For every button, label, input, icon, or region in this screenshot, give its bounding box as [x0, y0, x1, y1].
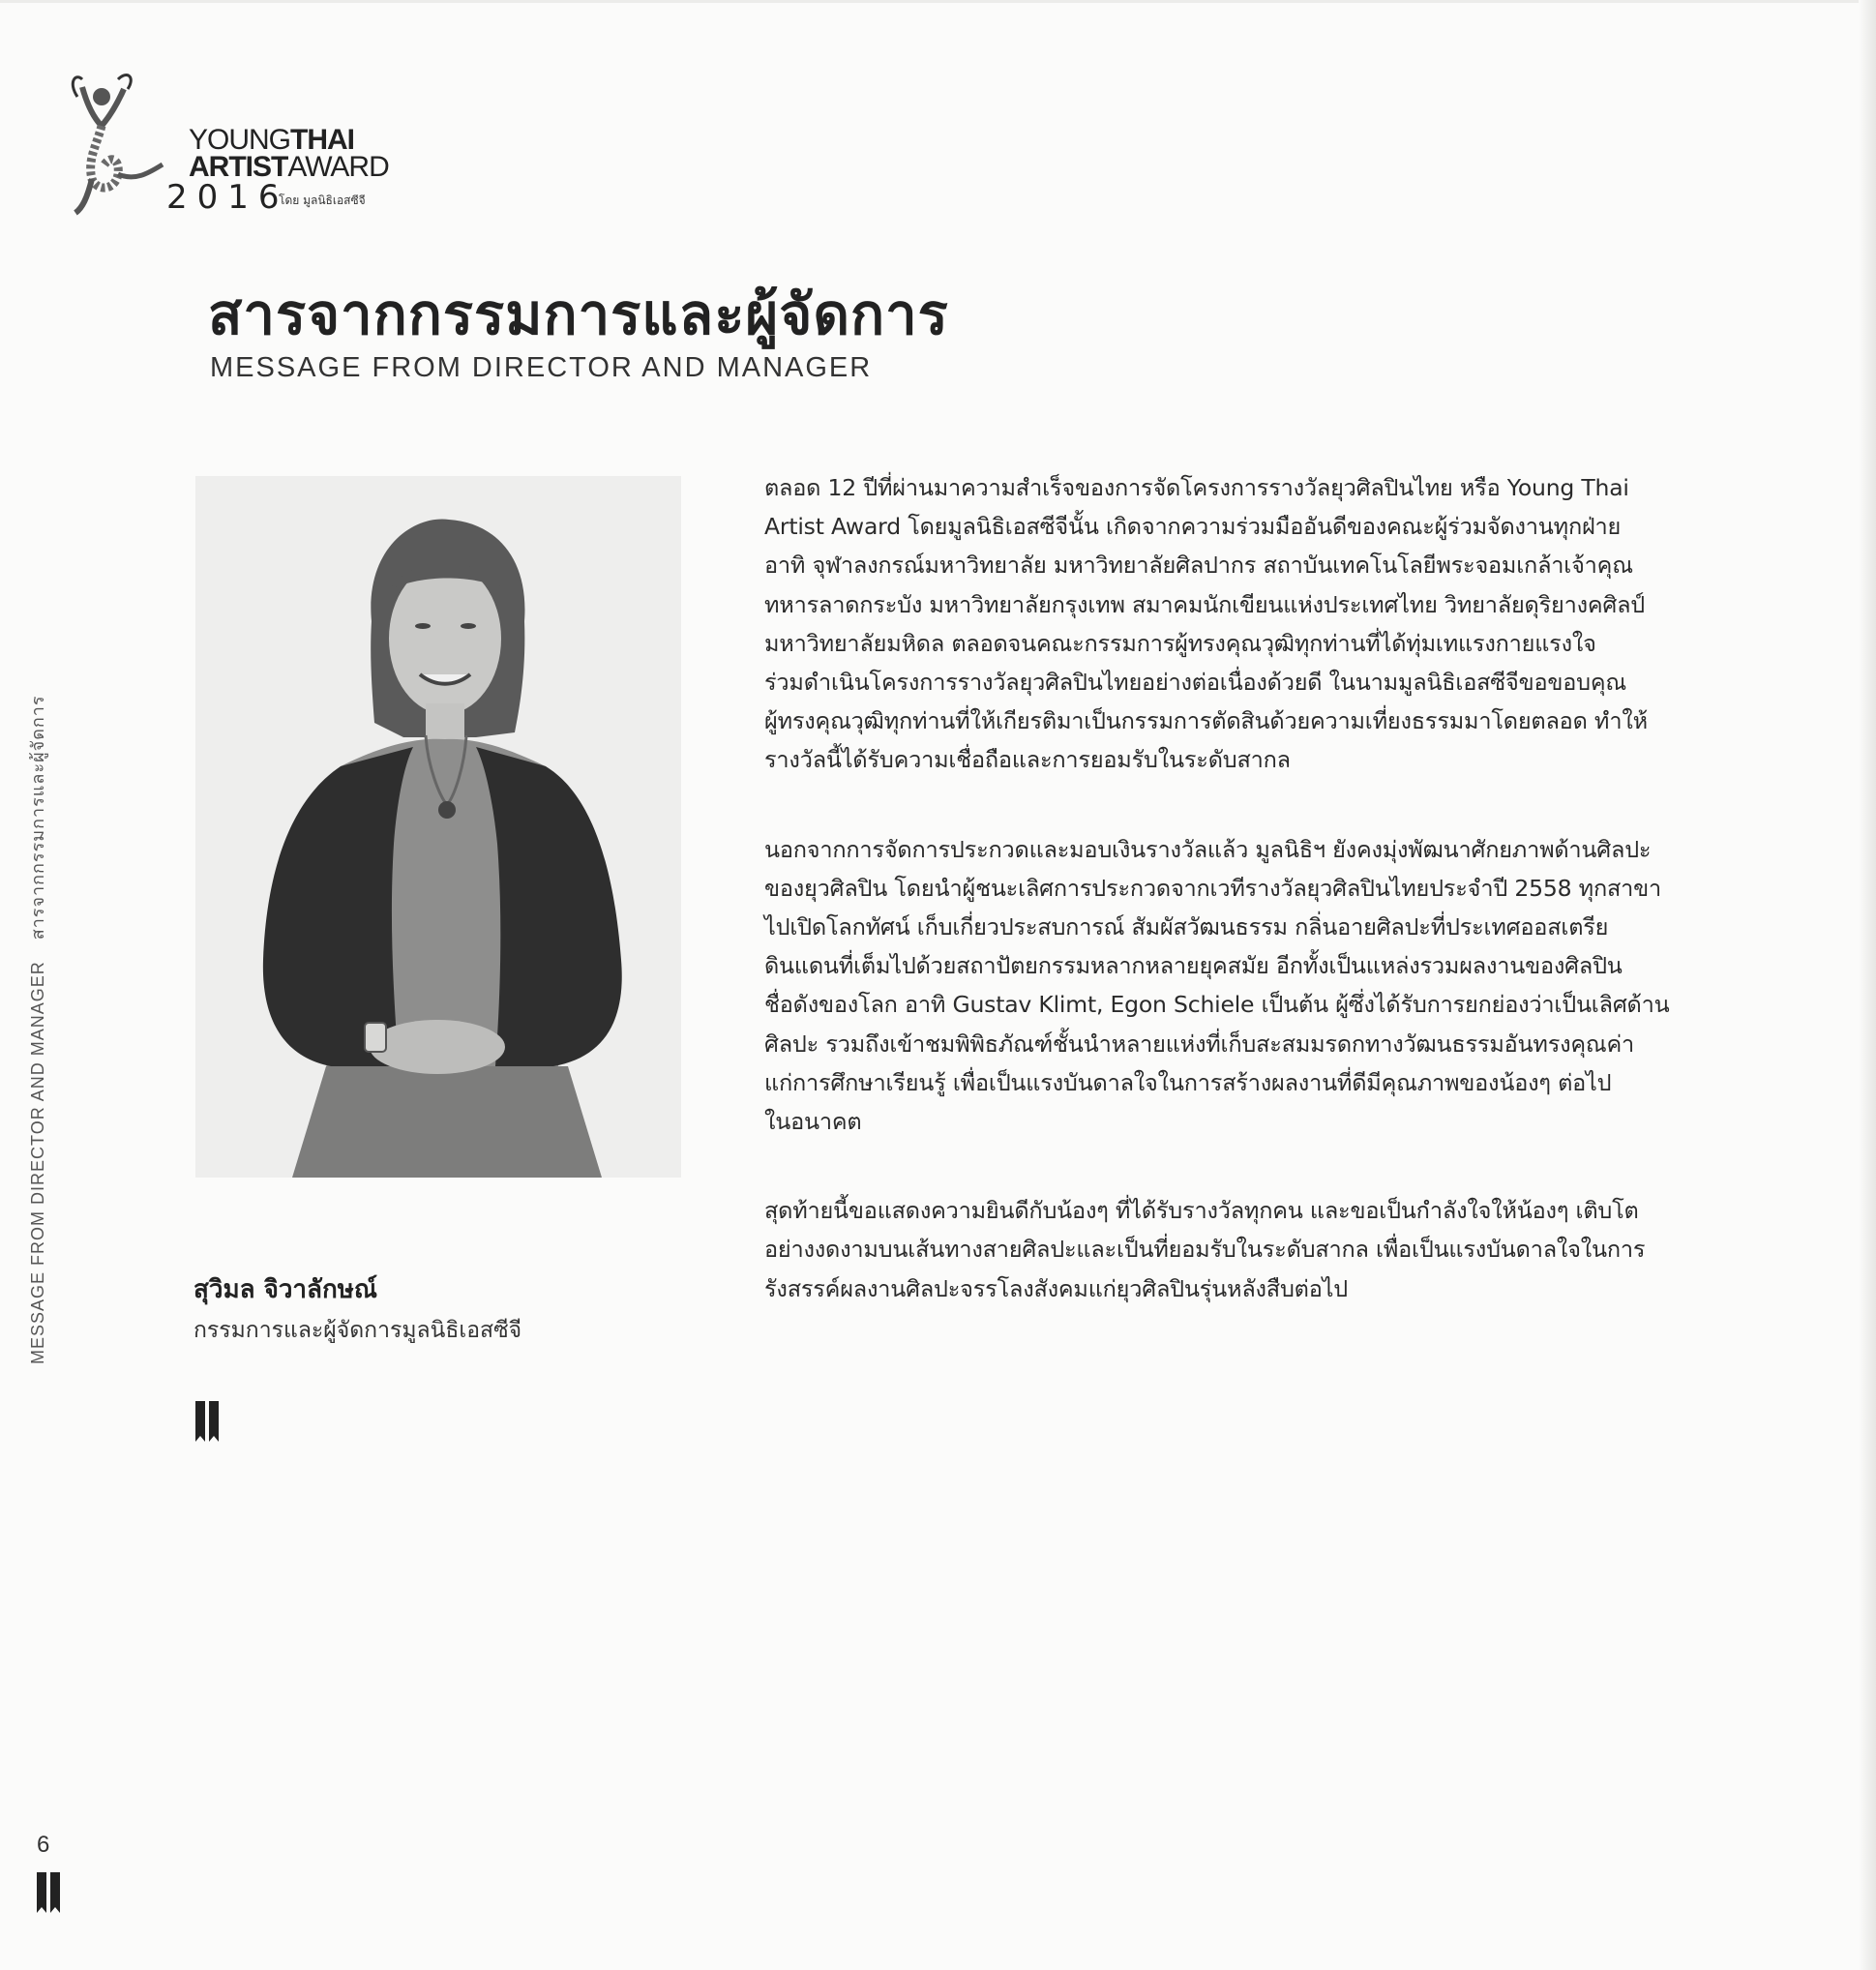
text-line: อาทิ จุฬาลงกรณ์มหาวิทยาลัย มหาวิทยาลัยศิลปากร สถาบันเทคโนโลยีพระจอมเกล้าเจ้าคุณ [764, 552, 1633, 580]
text-line: ดินแดนที่เต็มไปด้วยสถาปัตยกรรมหลากหลายยุคสมัย อีกทั้งเป็นแหล่งรวมผลงานของศิลปิน [764, 952, 1623, 980]
text-line: แก่การศึกษาเรียนรู้ เพื่อเป็นแรงบันดาลใจในการสร้างผลงานที่ดีมีคุณภาพของน้องๆ ต่อไป [764, 1068, 1612, 1096]
page-title-english: MESSAGE FROM DIRECTOR AND MANAGER [210, 352, 873, 383]
text-line: ทหารลาดกระบัง มหาวิทยาลัยกรุงเทพ สมาคมนักเขียนแห่งประเทศไทย วิทยาลัยดุริยางคศิลป์ [764, 590, 1646, 618]
running-header-english: MESSAGE FROM DIRECTOR AND MANAGER [28, 961, 47, 1364]
young-thai-artist-award-logo [58, 68, 389, 223]
text-line: ผู้ทรงคุณวุฒิทุกท่านที่ให้เกียรติมาเป็นกรรมการตัดสินด้วยความเที่ยงธรรมมาโดยตลอด ทำให้ [764, 707, 1648, 735]
page-number: 6 [37, 1832, 50, 1858]
text-line: รางวัลนี้ได้รับความเชื่อถือและการยอมรับในระดับสากล [764, 746, 1291, 774]
bookmark-icon [194, 1399, 223, 1444]
paragraph-1 [764, 468, 1732, 780]
paragraph-3 [764, 1191, 1732, 1308]
page-top-edge [0, 0, 1876, 3]
page-binding-edge [1859, 0, 1876, 1970]
logo-year: 2016 [166, 178, 289, 217]
text-line: นอกจากการจัดการประกวดและมอบเงินรางวัลแล้ว มูลนิธิฯ ยังคงมุ่งพัฒนาศักยภาพด้านศิลปะ [764, 835, 1652, 863]
person-role: กรรมการและผู้จัดการมูลนิธิเอสซีจี [194, 1318, 522, 1343]
logo-line-young-thai: YOUNGTHAI [189, 124, 355, 156]
text-line: ในอนาคต [764, 1108, 862, 1136]
running-header [23, 673, 51, 1364]
text-line: สุดท้ายนี้ขอแสดงความยินดีกับน้องๆ ที่ได้รับรางวัลทุกคน และขอเป็นกำลังใจให้น้องๆ เติบโต [764, 1197, 1639, 1225]
text-line: ร่วมดำเนินโครงการรางวัลยุวศิลปินไทยอย่างต่อเนื่องด้วยดี ในนามมูลนิธิเอสซีจีขอขอบคุณ [764, 669, 1627, 697]
running-header-thai: สารจากกรรมการและผู้จัดการ [28, 695, 47, 940]
logo-sponsor: โดย มูลนิธิเอสซีจี [279, 194, 366, 207]
text-line: ชื่อดังของโลก อาทิ Gustav Klimt, Egon Schiele เป็นต้น ผู้ซึ่งได้รับการยกย่องว่าเป็นเลิศด้าน [764, 991, 1670, 1019]
text-line: มหาวิทยาลัยมหิดล ตลอดจนคณะกรรมการผู้ทรงคุณวุฒิทุกท่านที่ได้ทุ่มเทแรงกายแรงใจ [764, 629, 1596, 657]
person-name: สุวิมล จิวาลักษณ์ [194, 1275, 377, 1304]
footer-bookmark-icon [35, 1870, 64, 1915]
portrait-photo [195, 476, 681, 1178]
text-line: ศิลปะ รวมถึงเข้าชมพิพิธภัณฑ์ชั้นนำหลายแห่งที่เก็บสะสมมรดกทางวัฒนธรรมอันทรงคุณค่า [764, 1030, 1635, 1058]
text-line: ไปเปิดโลกทัศน์ เก็บเกี่ยวประสบการณ์ สัมผัสวัฒนธรรม กลิ่นอายศิลปะที่ประเทศออสเตรีย [764, 913, 1609, 941]
text-line: Artist Award โดยมูลนิธิเอสซีจีนั้น เกิดจากความร่วมมืออันดีของคณะผู้ร่วมจัดงานทุกฝ่าย [764, 513, 1622, 541]
logo-line-artist-award: ARTISTAWARD [189, 151, 389, 183]
page-title-thai: สารจากกรรมการและผู้จัดการ [208, 282, 949, 347]
paragraph-2 [764, 830, 1732, 1142]
text-line: อย่างงดงามบนเส้นทางสายศิลปะและเป็นที่ยอมรับในระดับสากล เพื่อเป็นแรงบันดาลใจในการ [764, 1236, 1646, 1264]
text-line: รังสรรค์ผลงานศิลปะจรรโลงสังคมแก่ยุวศิลปินรุ่นหลังสืบต่อไป [764, 1274, 1348, 1302]
text-line: ของยุวศิลปิน โดยนำผู้ชนะเลิศการประกวดจากเวทีรางวัลยุวศิลปินไทยประจำปี 2558 ทุกสาขา [764, 874, 1662, 902]
message-body [764, 468, 1732, 1358]
text-line: ตลอด 12 ปีที่ผ่านมาความสำเร็จของการจัดโครงการรางวัลยุวศิลปินไทย หรือ Young Thai [764, 474, 1629, 501]
